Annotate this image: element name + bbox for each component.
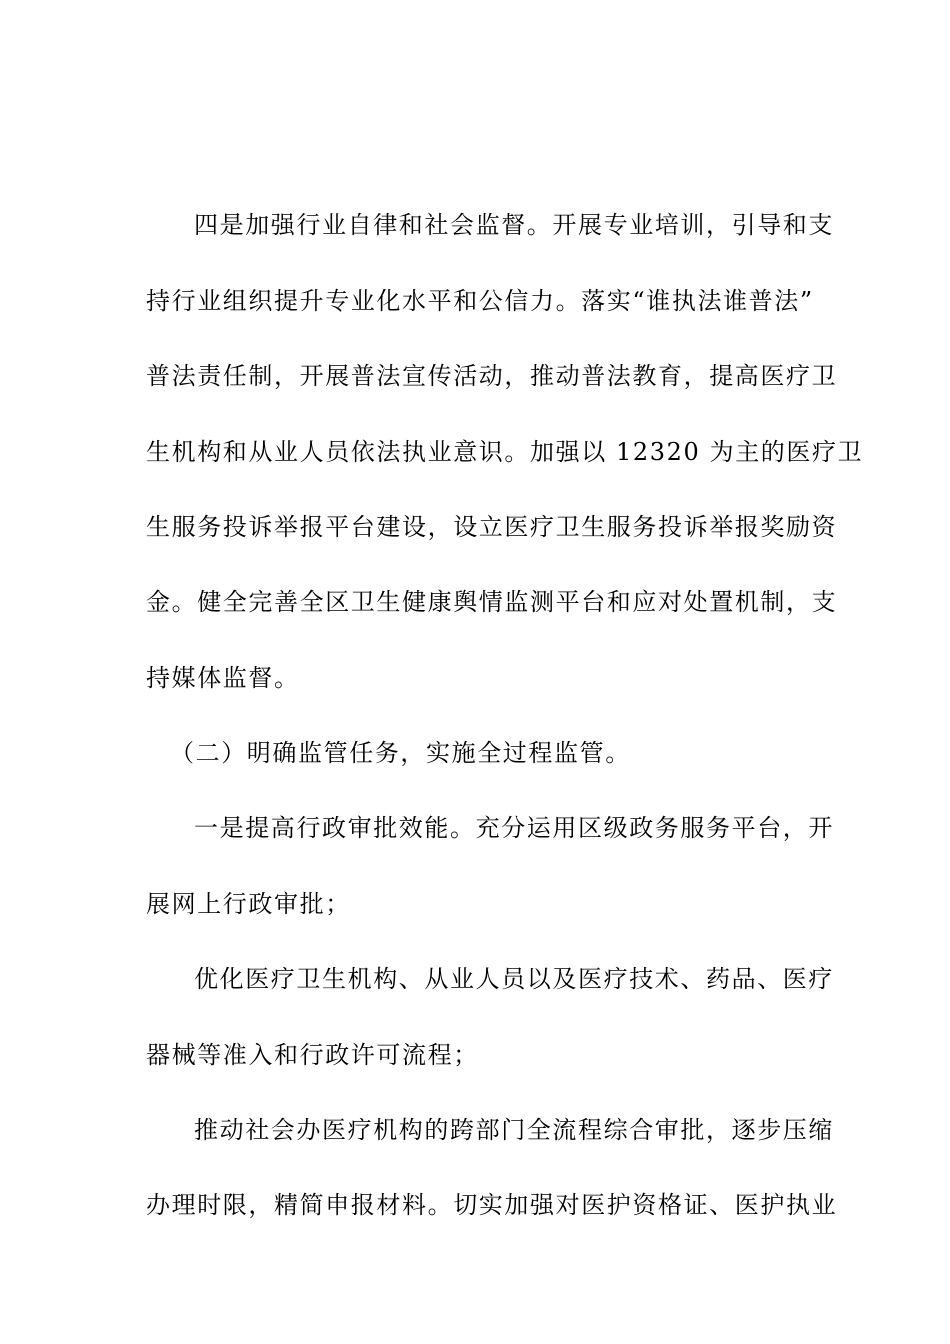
paragraph-2-line-2: 展网上行政审批； xyxy=(146,890,351,918)
paragraph-1-line-1: 四是加强行业自律和社会监督。开展专业培训，引导和支 xyxy=(194,211,834,239)
paragraph-1-line-7: 持媒体监督。 xyxy=(146,664,300,692)
paragraph-1-line-3: 普法责任制，开展普法宣传活动，推动普法教育，提高医疗卫 xyxy=(146,362,838,390)
paragraph-3-line-2: 器械等准入和行政许可流程； xyxy=(146,1041,479,1069)
paragraph-1-line-2: 持行业组织提升专业化水平和公信力。落实“谁执法谁普法” xyxy=(146,287,814,315)
paragraph-2-line-1: 一是提高行政审批效能。充分运用区级政务服务平台，开 xyxy=(194,814,834,842)
paragraph-1-line-5: 生服务投诉举报平台建设，设立医疗卫生服务投诉举报奖励资 xyxy=(146,513,838,541)
paragraph-1-line-6: 金。健全完善全区卫生健康舆情监测平台和应对处置机制，支 xyxy=(146,588,838,616)
paragraph-4-line-1: 推动社会办医疗机构的跨部门全流程综合审批，逐步压缩 xyxy=(194,1116,834,1144)
paragraph-4-line-2: 办理时限，精简申报材料。切实加强对医护资格证、医护执业 xyxy=(146,1191,838,1219)
section-heading: （二）明确监管任务，实施全过程监管。 xyxy=(170,739,631,767)
paragraph-1-line-4: 生机构和从业人员依法执业意识。加强以 12320 为主的医疗卫 xyxy=(146,438,864,466)
paragraph-3-line-1: 优化医疗卫生机构、从业人员以及医疗技术、药品、医疗 xyxy=(194,965,834,993)
